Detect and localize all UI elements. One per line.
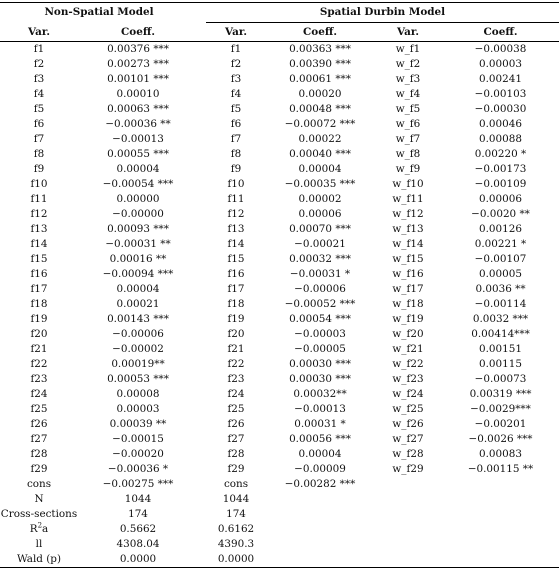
stat-value-ns: 4308.04: [116, 538, 160, 550]
stat-value-ns: 174: [128, 508, 148, 520]
var-w-cell: w_f23: [392, 373, 424, 385]
col-header-var-w: Var.: [374, 23, 442, 42]
var-sdm-cell: f18: [227, 298, 245, 310]
coeff-ns-cell: −0.00054 ***: [102, 178, 174, 190]
var-ns-cell: f2: [33, 58, 45, 70]
group-header-non-spatial: Non-Spatial Model: [0, 3, 198, 23]
var-w-cell: w_f9: [395, 163, 421, 175]
var-ns-cell: f24: [30, 388, 48, 400]
var-w-cell: w_f13: [392, 223, 424, 235]
coeff-ns-cell: 0.00063 ***: [107, 103, 169, 115]
column-header-row: [0, 23, 559, 42]
coeff-w-cell: 0.00003: [479, 58, 522, 70]
coeff-sdm-cell: 0.00030 ***: [289, 358, 351, 370]
coeff-sdm-cell: −0.00003: [294, 328, 346, 340]
empty-cell: [442, 552, 559, 568]
var-w-cell: w_f7: [395, 133, 421, 145]
var-sdm-cell: f4: [230, 88, 242, 100]
stat-value-sdm: 0.6162: [217, 523, 255, 535]
var-sdm-cell: f9: [230, 163, 242, 175]
coeff-ns-cell: −0.00015: [112, 433, 164, 445]
table-row: [0, 267, 559, 282]
coeff-ns-cell: −0.00031 **: [105, 238, 171, 250]
coeff-sdm-cell: 0.00004: [298, 163, 342, 175]
coeff-sdm-cell: −0.00006: [294, 283, 346, 295]
coeff-ns-cell: 0.00021: [116, 298, 160, 310]
col-header-var-ns: Var.: [0, 23, 78, 42]
var-ns-cell: f9: [33, 163, 45, 175]
var-ns-cell: f6: [33, 118, 45, 130]
group-header-sdm-label: Spatial Durbin Model: [319, 6, 446, 18]
stat-label-base: R: [29, 523, 38, 535]
coeff-ns-cell: 0.00003: [116, 403, 160, 415]
coeff-ns-cell: 0.00053 ***: [107, 373, 169, 385]
gap-cell: [198, 117, 206, 132]
var-w-cell: w_f1: [395, 43, 421, 55]
empty-cell: [266, 552, 374, 568]
coeff-sdm-cell: 0.00030 ***: [289, 373, 351, 385]
var-w-cell: w_f29: [392, 463, 424, 475]
var-sdm-cell: f25: [227, 403, 245, 415]
coeff-sdm-cell: 0.00056 ***: [289, 433, 351, 445]
coeff-sdm-cell: 0.00061 ***: [289, 73, 351, 85]
coeff-sdm-cell: 0.00002: [298, 193, 342, 205]
table-row: [0, 357, 559, 372]
coeff-sdm-cell: 0.00390 ***: [289, 58, 351, 70]
coeff-ns-cell: 0.00039 **: [109, 418, 167, 430]
var-w-cell: w_f24: [392, 388, 424, 400]
var-w-cell: w_f2: [395, 58, 421, 70]
var-w-cell: w_f27: [392, 433, 424, 445]
table-row: [0, 222, 559, 237]
gap-cell: [198, 87, 206, 102]
var-w-cell: w_f6: [395, 118, 421, 130]
var-sdm-cell: f11: [227, 193, 245, 205]
gap-cell: [198, 477, 206, 492]
coeff-sdm-cell: 0.00048 ***: [289, 103, 351, 115]
table-row: [0, 42, 559, 58]
coeff-ns-cell: −0.00094 ***: [102, 268, 174, 280]
coeff-w-cell: −0.00109: [474, 178, 527, 190]
coeff-ns-cell: −0.00036 *: [107, 463, 169, 475]
gap-cell: [198, 342, 206, 357]
coeff-sdm-cell: 0.00363 ***: [289, 43, 351, 55]
var-ns-cell: f13: [30, 223, 48, 235]
table-row: [0, 162, 559, 177]
var-w-cell: w_f18: [392, 298, 424, 310]
table-row: [0, 207, 559, 222]
coeff-w-cell: 0.00151: [479, 343, 522, 355]
stat-label: ll: [35, 538, 43, 550]
table-row: [0, 72, 559, 87]
coeff-w-cell: 0.00221 *: [474, 238, 527, 250]
var-ns-cell: f15: [30, 253, 48, 265]
var-sdm-cell: f21: [227, 343, 245, 355]
var-sdm-cell: f20: [227, 328, 245, 340]
var-sdm-cell: f8: [230, 148, 242, 160]
var-w-cell: w_f5: [395, 103, 421, 115]
table-row: [0, 342, 559, 357]
var-w-cell: w_f11: [392, 193, 424, 205]
var-sdm-cell: f16: [227, 268, 245, 280]
table-row: [0, 282, 559, 297]
stat-label-tail: a: [42, 523, 49, 535]
coeff-w-cell: −0.00030: [474, 103, 527, 115]
col-header-var-sdm: Var.: [206, 23, 266, 42]
gap-cell: [198, 132, 206, 147]
coeff-w-cell: 0.0032 ***: [472, 313, 529, 325]
gap-cell: [198, 522, 206, 537]
coefficient-rows: [0, 42, 559, 493]
var-w-cell: w_f19: [392, 313, 424, 325]
var-ns-cell: f21: [30, 343, 48, 355]
gap-cell: [198, 297, 206, 312]
empty-cell: [374, 522, 442, 537]
table-row: [0, 372, 559, 387]
coeff-sdm-cell: 0.00031 *: [294, 418, 346, 430]
var-w-cell: w_f15: [392, 253, 424, 265]
gap-cell: [198, 462, 206, 477]
coeff-sdm-cell: −0.00013: [294, 403, 346, 415]
regression-table: [0, 2, 559, 568]
empty-cell: [442, 507, 559, 522]
var-ns-cell: f20: [30, 328, 48, 340]
gap-cell: [198, 432, 206, 447]
table-row: [0, 312, 559, 327]
stat-row: [0, 507, 559, 522]
col-gap: [198, 23, 206, 42]
var-w-cell: w_f16: [392, 268, 424, 280]
var-sdm-cell: cons: [223, 478, 249, 490]
gap-cell: [198, 552, 206, 568]
var-sdm-cell: f23: [227, 373, 245, 385]
var-sdm-cell: f13: [227, 223, 245, 235]
empty-cell: [266, 492, 374, 507]
coeff-ns-cell: 0.00004: [116, 283, 160, 295]
var-ns-cell: f16: [30, 268, 48, 280]
empty-cell: [442, 492, 559, 507]
var-sdm-cell: f28: [227, 448, 245, 460]
gap-cell: [198, 207, 206, 222]
coeff-ns-cell: 0.00019**: [111, 358, 165, 370]
var-ns-cell: f19: [30, 313, 48, 325]
var-w-cell: w_f26: [392, 418, 424, 430]
var-sdm-cell: f6: [230, 118, 242, 130]
var-sdm-cell: f24: [227, 388, 245, 400]
coeff-ns-cell: −0.00013: [112, 133, 164, 145]
coeff-ns-cell: 0.00376 ***: [107, 43, 169, 55]
group-header-row: [0, 3, 559, 23]
coeff-w-cell: −0.00107: [474, 253, 527, 265]
coeff-sdm-cell: 0.00006: [298, 208, 342, 220]
coeff-w-cell: −0.00073: [474, 373, 527, 385]
gap-cell: [198, 282, 206, 297]
col-header-coeff-sdm: Coeff.: [266, 23, 374, 42]
var-sdm-cell: f1: [230, 43, 242, 55]
table-row: [0, 417, 559, 432]
var-ns-cell: f29: [30, 463, 48, 475]
empty-cell: [374, 492, 442, 507]
gap-cell: [198, 312, 206, 327]
var-w-cell: w_f22: [392, 358, 424, 370]
gap-cell: [198, 252, 206, 267]
var-ns-cell: f22: [30, 358, 48, 370]
gap-cell: [198, 327, 206, 342]
var-sdm-cell: f29: [227, 463, 245, 475]
gap-cell: [198, 177, 206, 192]
coeff-sdm-cell: 0.00054 ***: [289, 313, 351, 325]
stat-row: [0, 522, 559, 537]
gap-cell: [198, 102, 206, 117]
stat-value-ns: 0.5662: [119, 523, 157, 535]
gap-cell: [198, 57, 206, 72]
table-row: [0, 327, 559, 342]
coeff-w-cell: 0.00083: [479, 448, 522, 460]
coeff-w-cell: 0.00005: [479, 268, 522, 280]
coeff-ns-cell: 0.00000: [116, 193, 160, 205]
gap-cell: [198, 222, 206, 237]
table-row: [0, 192, 559, 207]
stat-row: [0, 537, 559, 552]
table-row: [0, 447, 559, 462]
table-row: [0, 57, 559, 72]
coeff-w-cell: [442, 477, 559, 492]
var-w-cell: w_f17: [392, 283, 424, 295]
table-row: [0, 132, 559, 147]
col-header-coeff-w: Coeff.: [442, 23, 559, 42]
coeff-w-cell: 0.00115: [479, 358, 522, 370]
var-ns-cell: f18: [30, 298, 48, 310]
coeff-sdm-cell: 0.00070 ***: [289, 223, 351, 235]
coeff-ns-cell: 0.00101 ***: [107, 73, 169, 85]
table-row: [0, 147, 559, 162]
coeff-w-cell: −0.00201: [474, 418, 527, 430]
coeff-sdm-cell: 0.00040 ***: [289, 148, 351, 160]
gap-cell: [198, 417, 206, 432]
stat-row: [0, 492, 559, 507]
gap-cell: [198, 357, 206, 372]
gap-cell: [198, 237, 206, 252]
var-ns-cell: f17: [30, 283, 48, 295]
gap-cell: [198, 387, 206, 402]
var-w-cell: w_f10: [392, 178, 424, 190]
coeff-sdm-cell: −0.00021: [294, 238, 346, 250]
var-w-cell: [374, 477, 442, 492]
var-sdm-cell: f7: [230, 133, 242, 145]
coeff-w-cell: 0.00126: [479, 223, 522, 235]
coeff-sdm-cell: 0.00032**: [293, 388, 347, 400]
coeff-w-cell: 0.00046: [479, 118, 522, 130]
empty-cell: [266, 537, 374, 552]
var-ns-cell: f4: [33, 88, 45, 100]
empty-cell: [442, 522, 559, 537]
var-w-cell: w_f20: [392, 328, 424, 340]
gap-cell: [198, 192, 206, 207]
gap-cell: [198, 72, 206, 87]
table-row: [0, 117, 559, 132]
coeff-ns-cell: 0.00004: [116, 163, 160, 175]
coeff-w-cell: −0.00114: [474, 298, 527, 310]
table-row: [0, 237, 559, 252]
gap-cell: [198, 507, 206, 522]
var-ns-cell: f14: [30, 238, 48, 250]
coeff-sdm-cell: 0.00020: [298, 88, 342, 100]
var-ns-cell: f12: [30, 208, 48, 220]
var-sdm-cell: f17: [227, 283, 245, 295]
var-ns-cell: f10: [30, 178, 48, 190]
var-ns-cell: f27: [30, 433, 48, 445]
var-ns-cell: f11: [30, 193, 48, 205]
coeff-w-cell: 0.00088: [479, 133, 522, 145]
var-sdm-cell: f14: [227, 238, 245, 250]
group-gap: [198, 3, 206, 23]
table-row: [0, 87, 559, 102]
var-sdm-cell: f12: [227, 208, 245, 220]
gap-cell: [198, 147, 206, 162]
stat-label: N: [34, 493, 44, 505]
coeff-sdm-cell: 0.00032 ***: [289, 253, 351, 265]
stat-value-sdm: 174: [226, 508, 246, 520]
var-w-cell: w_f4: [395, 88, 421, 100]
var-w-cell: w_f3: [395, 73, 421, 85]
coeff-sdm-cell: 0.00004: [298, 448, 342, 460]
coeff-sdm-cell: −0.00035 ***: [284, 178, 356, 190]
stat-label: [0, 522, 78, 537]
stat-label: Wald (p): [0, 552, 78, 568]
gap-cell: [198, 162, 206, 177]
gap-cell: [198, 267, 206, 282]
coeff-ns-cell: 0.00010: [116, 88, 160, 100]
coeff-ns-cell: −0.00002: [112, 343, 164, 355]
var-sdm-cell: f22: [227, 358, 245, 370]
gap-cell: [198, 537, 206, 552]
empty-cell: [374, 537, 442, 552]
stat-value-sdm: 1044: [222, 493, 250, 505]
var-sdm-cell: f3: [230, 73, 242, 85]
coeff-ns-cell: −0.00006: [112, 328, 164, 340]
coeff-w-cell: 0.00319 ***: [469, 388, 532, 400]
stat-value-sdm: 4390.3: [217, 538, 255, 550]
var-sdm-cell: f10: [227, 178, 245, 190]
empty-cell: [442, 537, 559, 552]
coeff-ns-cell: 0.00055 ***: [107, 148, 169, 160]
var-w-cell: w_f21: [392, 343, 424, 355]
var-w-cell: w_f8: [395, 148, 421, 160]
empty-cell: [374, 552, 442, 568]
coeff-ns-cell: 0.00143 ***: [107, 313, 169, 325]
var-ns-cell: f5: [33, 103, 45, 115]
coeff-w-cell: −0.0026 ***: [468, 433, 533, 445]
gap-cell: [198, 492, 206, 507]
stat-label: Cross-sections: [0, 508, 78, 520]
var-sdm-cell: f19: [227, 313, 245, 325]
coeff-w-cell: 0.00241: [479, 73, 522, 85]
coeff-ns-cell: −0.00275 ***: [102, 478, 174, 490]
var-sdm-cell: f2: [230, 58, 242, 70]
coeff-sdm-cell: −0.00009: [294, 463, 346, 475]
coeff-w-cell: 0.00414***: [471, 328, 530, 340]
coeff-sdm-cell: −0.00072 ***: [284, 118, 356, 130]
coeff-ns-cell: 0.00016 **: [109, 253, 167, 265]
table-row: [0, 432, 559, 447]
table-row: [0, 252, 559, 267]
coeff-sdm-cell: 0.00022: [298, 133, 342, 145]
empty-cell: [374, 507, 442, 522]
coeff-w-cell: 0.00220 *: [474, 148, 527, 160]
coeff-ns-cell: 0.00273 ***: [107, 58, 169, 70]
table-row: [0, 402, 559, 417]
statistics-rows: [0, 492, 559, 568]
coeff-w-cell: −0.00038: [474, 43, 527, 55]
empty-cell: [266, 522, 374, 537]
coeff-sdm-cell: −0.00282 ***: [284, 478, 356, 490]
var-ns-cell: f7: [33, 133, 45, 145]
gap-cell: [198, 372, 206, 387]
var-sdm-cell: f15: [227, 253, 245, 265]
coeff-w-cell: −0.00115 **: [467, 463, 534, 475]
coeff-ns-cell: 0.00008: [116, 388, 160, 400]
var-ns-cell: f28: [30, 448, 48, 460]
col-header-coeff-ns: Coeff.: [78, 23, 198, 42]
var-ns-cell: f1: [33, 43, 45, 55]
coeff-sdm-cell: −0.00005: [294, 343, 346, 355]
var-w-cell: w_f25: [392, 403, 424, 415]
coeff-sdm-cell: −0.00031 *: [289, 268, 351, 280]
coeff-w-cell: −0.00103: [474, 88, 527, 100]
var-ns-cell: f23: [30, 373, 48, 385]
var-w-cell: w_f12: [392, 208, 424, 220]
var-sdm-cell: f5: [230, 103, 242, 115]
var-w-cell: w_f28: [392, 448, 424, 460]
coeff-ns-cell: 0.00093 ***: [107, 223, 169, 235]
empty-cell: [266, 507, 374, 522]
table-row: [0, 177, 559, 192]
coeff-w-cell: −0.0029***: [470, 403, 531, 415]
coeff-sdm-cell: −0.00052 ***: [284, 298, 356, 310]
stat-value-sdm: 0.0000: [206, 552, 266, 568]
var-ns-cell: f3: [33, 73, 45, 85]
table-row: [0, 102, 559, 117]
var-w-cell: w_f14: [392, 238, 424, 250]
var-ns-cell: cons: [26, 478, 52, 490]
table-row: [0, 297, 559, 312]
table-row: [0, 462, 559, 477]
stat-row: [0, 552, 559, 568]
coeff-w-cell: 0.00006: [479, 193, 522, 205]
coeff-w-cell: −0.00173: [474, 163, 527, 175]
var-sdm-cell: f26: [227, 418, 245, 430]
var-ns-cell: f26: [30, 418, 48, 430]
var-sdm-cell: f27: [227, 433, 245, 445]
gap-cell: [198, 42, 206, 58]
coeff-w-cell: −0.0020 **: [471, 208, 530, 220]
group-header-sdm: [206, 3, 559, 23]
table-row: [0, 387, 559, 402]
coeff-w-cell: 0.0036 **: [475, 283, 526, 295]
coeff-ns-cell: −0.00000: [112, 208, 164, 220]
table-row: [0, 477, 559, 492]
stat-value-ns: 0.0000: [78, 552, 198, 568]
gap-cell: [198, 447, 206, 462]
gap-cell: [198, 402, 206, 417]
coeff-ns-cell: −0.00020: [112, 448, 164, 460]
var-ns-cell: f8: [33, 148, 45, 160]
stat-value-ns: 1044: [124, 493, 152, 505]
stat-label-superscript: 2: [37, 521, 43, 530]
coeff-ns-cell: −0.00036 **: [105, 118, 171, 130]
var-ns-cell: f25: [30, 403, 48, 415]
